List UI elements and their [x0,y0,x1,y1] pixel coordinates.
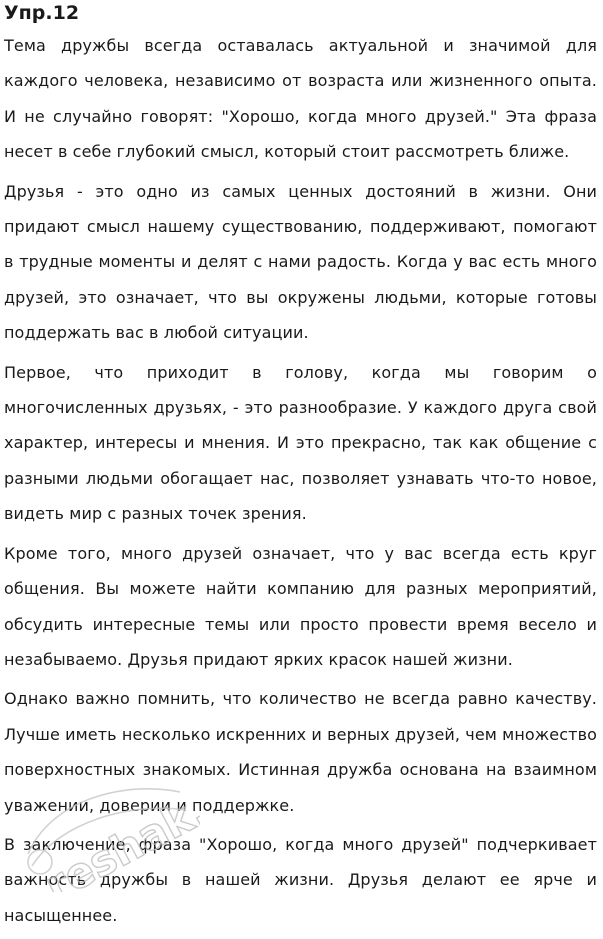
paragraph-diversity: Первое, что приходит в голову, когда мы говорим о многочисленных друзьях, - это разнообразие. У каждого друга свой характер, интересы и мнения. И это прекрасно, так как общение с разными людьми обогащает нас, позволяет узнавать что-то новое, видеть мир с разных точек зрения. [4,362,597,524]
watermark-text: reshak.ru [36,762,200,892]
paragraph-value-of-friends: Друзья - это одно из самых ценных достояний в жизни. Они придают смысл нашему существованию, поддерживают, помогают в трудные моменты и делят с нами радость. Когда у вас есть много друзей, это означает, что вы окружены людьми, которые готовы поддержать вас в любой ситуации. [4,181,597,343]
paragraph-conclusion: В заключение, фраза "Хорошо, когда много друзей" подчеркивает важность дружбы в нашей жизни. Друзья делают ее ярче и насыщеннее. [4,834,597,925]
paragraph-intro: Тема дружбы всегда оставалась актуальной и значимой для каждого человека, независимо от возраста или жизненного опыта. И не случайно говорят: "Хорошо, когда много друзей." Эта фраза несет в себе глубокий смысл, который стоит рассмотреть ближе. [4,36,597,162]
exercise-title: Упр.12 [4,2,80,24]
paragraph-quality: Однако важно помнить, что количество не всегда равно качеству. Лучше иметь несколько искренних и верных друзей, чем множество поверхностных знакомых. Истинная дружба основана на взаимном уважении, доверии и поддержке. [4,689,597,815]
paragraph-social-circle: Кроме того, много друзей означает, что у вас всегда есть круг общения. Вы можете найти компанию для разных мероприятий, обсудить интересные темы или просто провести время весело и незабываемо. Друзья придают ярких красок нашей жизни. [4,543,597,669]
